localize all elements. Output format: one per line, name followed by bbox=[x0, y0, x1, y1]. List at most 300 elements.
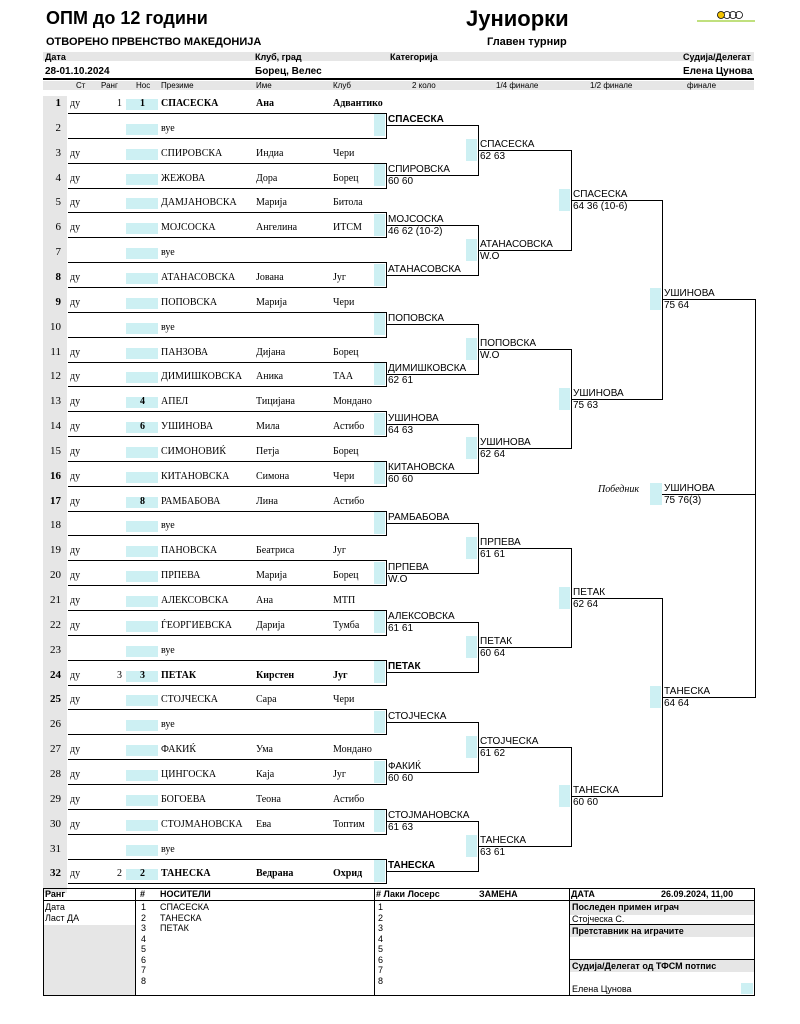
row-number: 18 bbox=[50, 519, 61, 532]
result-cell bbox=[374, 313, 385, 335]
qf-name: СПАСЕСКА bbox=[480, 139, 535, 151]
row-number: 13 bbox=[50, 395, 61, 408]
player-surname: СИМОНОВИЌ bbox=[161, 445, 227, 457]
seed-cell bbox=[126, 820, 158, 831]
round2-name: ПОПОВСКА bbox=[388, 313, 444, 325]
row-number: 8 bbox=[55, 270, 61, 283]
referee-sign-label: Судија/Делегат од ТФСМ потпис bbox=[572, 961, 717, 971]
sf-name: УШИНОВА bbox=[573, 387, 624, 399]
footer-rank: Ранг bbox=[45, 889, 66, 899]
result-cell bbox=[650, 288, 661, 310]
seed-cell bbox=[126, 596, 158, 607]
player-club: Чери bbox=[333, 147, 355, 159]
qf-score: 63 61 bbox=[480, 847, 506, 859]
seed-cell bbox=[126, 472, 158, 483]
result-cell bbox=[374, 363, 385, 385]
col-surname: Презиме bbox=[161, 81, 194, 90]
winner-name: УШИНОВА bbox=[664, 483, 715, 494]
result-cell bbox=[466, 736, 477, 758]
result-cell bbox=[374, 214, 385, 236]
sf-score: 60 60 bbox=[573, 797, 599, 809]
player-club: Југ bbox=[333, 545, 346, 557]
player-club: Борец bbox=[333, 346, 359, 358]
row-number: 5 bbox=[55, 196, 61, 209]
bracket-line bbox=[68, 237, 386, 238]
player-status: ду bbox=[70, 495, 81, 507]
player-surname: СПАСЕСКА bbox=[161, 98, 219, 109]
footer-last-da: Ласт ДА bbox=[45, 913, 80, 923]
col-seed: Нос bbox=[136, 81, 151, 90]
player-status: ду bbox=[70, 818, 81, 830]
result-cell bbox=[374, 462, 385, 484]
player-club: Астибо bbox=[333, 421, 365, 433]
player-status: ду bbox=[70, 545, 81, 557]
row-number: 20 bbox=[50, 569, 61, 582]
referee-label: Судија/Делегат bbox=[683, 52, 751, 62]
player-surname: ПАНЗОВА bbox=[161, 346, 209, 358]
row-number: 4 bbox=[55, 171, 61, 184]
event-date: 28-01.10.2024 bbox=[45, 66, 110, 77]
seed-cell bbox=[126, 571, 158, 582]
qf-name: ТАНЕСКА bbox=[480, 835, 527, 847]
seed-number: 8 bbox=[141, 975, 147, 986]
round2-score: 61 61 bbox=[388, 623, 414, 635]
result-cell bbox=[466, 835, 477, 857]
result-cell bbox=[374, 711, 385, 733]
championship-name: ОТВОРЕНО ПРВЕНСТВО МАКЕДОНИЈА bbox=[46, 36, 262, 48]
player-name: Дарија bbox=[256, 619, 285, 631]
seed-cell bbox=[126, 372, 158, 383]
player-status: ду bbox=[70, 744, 81, 756]
bracket-line bbox=[68, 610, 386, 611]
player-name: Ева bbox=[256, 818, 272, 830]
qf-score: W.O bbox=[480, 350, 500, 362]
player-club: Чери bbox=[333, 694, 355, 706]
winner-score: 75 76(3) bbox=[664, 495, 702, 506]
result-cell bbox=[559, 189, 570, 211]
result-cell bbox=[650, 686, 661, 708]
seed-cell bbox=[126, 198, 158, 209]
player-club: Борец bbox=[333, 570, 359, 582]
player-club: Чери bbox=[333, 296, 355, 308]
bracket-line bbox=[68, 262, 386, 263]
bracket-line bbox=[387, 722, 478, 723]
bracket-line bbox=[68, 535, 386, 536]
final-score: 64 64 bbox=[664, 697, 690, 709]
player-surname: ПОПОВСКА bbox=[161, 296, 218, 308]
lucky-loser-number: 7 bbox=[378, 965, 384, 975]
player-surname: вуе bbox=[161, 719, 175, 731]
row-number: 23 bbox=[50, 643, 61, 656]
bracket-line bbox=[68, 585, 386, 586]
player-status: ду bbox=[70, 595, 81, 606]
referee-name: Елена Цунова bbox=[683, 66, 753, 77]
bracket-line bbox=[68, 163, 386, 164]
result-cell bbox=[559, 388, 570, 410]
player-surname: АПЕЛ bbox=[161, 396, 189, 408]
seed-cell bbox=[126, 845, 158, 856]
round2-name: РАМБАБОВА bbox=[388, 512, 450, 524]
sf-score: 62 64 bbox=[573, 598, 599, 610]
player-seed: 1 bbox=[140, 98, 145, 109]
player-status: ду bbox=[70, 793, 81, 805]
player-club: Топтим bbox=[333, 818, 365, 830]
row-number: 24 bbox=[50, 668, 61, 681]
row-number: 22 bbox=[50, 618, 61, 631]
result-cell bbox=[374, 761, 385, 783]
venue: Борец, Велес bbox=[255, 66, 322, 77]
bracket-line bbox=[68, 635, 386, 636]
player-seed: 3 bbox=[140, 669, 145, 681]
row-number: 28 bbox=[50, 767, 61, 780]
player-club: Мондано bbox=[333, 744, 372, 756]
seed-number: 2 bbox=[141, 912, 147, 923]
page-title: ОПМ до 12 години bbox=[46, 8, 208, 28]
player-club: Тумба bbox=[333, 619, 360, 631]
player-surname: вуе bbox=[161, 321, 175, 333]
sf-score: 75 63 bbox=[573, 399, 599, 411]
footer-hash: # bbox=[140, 889, 146, 899]
result-cell bbox=[374, 611, 385, 633]
player-surname: ТАНЕСКА bbox=[161, 868, 211, 880]
seed-name: ТАНЕСКА bbox=[160, 912, 202, 923]
date-label: Дата bbox=[45, 52, 66, 62]
seed-cell bbox=[126, 223, 158, 234]
col-name: Име bbox=[256, 81, 272, 90]
player-status: ду bbox=[70, 570, 81, 582]
round2-score: 64 63 bbox=[388, 424, 414, 436]
referee-sign-name: Елена Цунова bbox=[572, 984, 632, 994]
last-accepted-label: Последен примен играч bbox=[572, 902, 679, 912]
seed-cell bbox=[126, 745, 158, 756]
seed-number: 7 bbox=[141, 965, 147, 975]
row-number: 3 bbox=[55, 146, 61, 159]
round2-name: КИТАНОВСКА bbox=[388, 462, 455, 474]
round2-name: СПИРОВСКА bbox=[388, 164, 450, 176]
lucky-loser-number: 5 bbox=[378, 944, 384, 954]
player-surname: ЦИНГОСКА bbox=[161, 768, 217, 780]
bracket-line bbox=[68, 113, 386, 114]
row-number: 30 bbox=[50, 817, 61, 830]
col-round2: 2 коло bbox=[412, 81, 436, 90]
player-seed: 8 bbox=[140, 495, 145, 507]
player-club: ТАА bbox=[333, 371, 354, 383]
player-name: Марија bbox=[256, 570, 287, 582]
player-club: Југ bbox=[333, 768, 346, 780]
player-surname: вуе bbox=[161, 520, 175, 532]
player-status: ду bbox=[70, 346, 81, 358]
result-cell bbox=[466, 239, 477, 261]
round2-name: МОЈСОСКА bbox=[388, 213, 444, 225]
player-name: Марија bbox=[256, 296, 287, 308]
player-name: Сара bbox=[256, 694, 277, 706]
bracket-line bbox=[68, 511, 386, 512]
player-surname: ПАНОВСКА bbox=[161, 545, 218, 557]
player-club: Чери bbox=[333, 470, 355, 482]
row-number: 2 bbox=[55, 121, 61, 134]
player-name: Теона bbox=[256, 793, 281, 805]
player-surname: ДИМИШКОВСКА bbox=[161, 371, 243, 383]
result-cell bbox=[466, 338, 477, 360]
col-st: Ст bbox=[76, 81, 86, 90]
club-city-label: Клуб, град bbox=[255, 52, 302, 62]
lucky-loser-number: 4 bbox=[378, 933, 384, 944]
result-cell bbox=[374, 661, 385, 683]
seed-cell bbox=[126, 273, 158, 284]
lucky-losers-title: # Лаки Лосерс bbox=[376, 889, 440, 899]
sf-name: ТАНЕСКА bbox=[573, 785, 620, 797]
seed-cell bbox=[126, 521, 158, 532]
qf-score: 62 63 bbox=[480, 151, 506, 163]
player-status: ду bbox=[70, 694, 81, 706]
row-number: 7 bbox=[55, 246, 61, 259]
round2-name: АТАНАСОВСКА bbox=[388, 263, 461, 275]
seed-number: 4 bbox=[141, 933, 147, 944]
player-surname: СТОЈЧЕСКА bbox=[161, 694, 218, 706]
result-cell bbox=[374, 264, 385, 286]
bracket-line bbox=[68, 337, 386, 338]
qf-name: ПОПОВСКА bbox=[480, 338, 536, 350]
round2-score: 60 60 bbox=[388, 474, 414, 486]
seed-number: 1 bbox=[141, 902, 147, 912]
player-name: Тицијана bbox=[256, 396, 295, 408]
result-cell bbox=[374, 860, 385, 882]
bracket-line bbox=[68, 560, 386, 561]
qf-name: ПЕТАК bbox=[480, 636, 513, 648]
player-status: ду bbox=[70, 619, 81, 631]
player-surname: ЃЕОРГИЕВСКА bbox=[161, 619, 233, 631]
col-final: финале bbox=[687, 81, 717, 90]
row-number: 25 bbox=[50, 693, 61, 706]
player-seed: 2 bbox=[140, 868, 145, 880]
seed-cell bbox=[126, 149, 158, 160]
footer-date-value: 26.09.2024, 11,00 bbox=[661, 889, 734, 899]
player-rank: 1 bbox=[117, 98, 122, 109]
player-rank: 3 bbox=[117, 669, 122, 681]
round2-name: ФАКИЌ bbox=[388, 760, 421, 772]
bracket-line bbox=[68, 212, 386, 213]
bracket-line bbox=[68, 362, 386, 363]
player-name: Симона bbox=[256, 470, 290, 482]
player-club: Мондано bbox=[333, 396, 372, 408]
player-name: Ангелина bbox=[256, 222, 298, 234]
row-number: 21 bbox=[50, 594, 61, 606]
row-number: 15 bbox=[50, 444, 61, 457]
round2-score: 61 63 bbox=[388, 822, 414, 834]
player-surname: ФАКИЌ bbox=[161, 744, 197, 756]
lucky-loser-number: 1 bbox=[378, 902, 384, 912]
seed-cell bbox=[126, 621, 158, 632]
seed-cell bbox=[126, 323, 158, 334]
seed-cell bbox=[126, 248, 158, 259]
player-name: Дора bbox=[256, 172, 278, 184]
seed-name: ПЕТАК bbox=[160, 923, 189, 933]
bracket-line bbox=[68, 312, 386, 313]
bracket-line bbox=[68, 188, 386, 189]
player-club: Адвантико bbox=[333, 98, 383, 109]
row-number: 17 bbox=[50, 494, 61, 507]
qf-score: 62 64 bbox=[480, 449, 506, 461]
player-surname: СПИРОВСКА bbox=[161, 147, 223, 159]
seed-cell bbox=[126, 546, 158, 557]
seed-cell bbox=[126, 720, 158, 731]
row-number: 6 bbox=[55, 221, 61, 234]
seed-cell bbox=[126, 447, 158, 458]
lucky-loser-number: 6 bbox=[378, 954, 384, 965]
player-surname: вуе bbox=[161, 843, 175, 855]
player-surname: УШИНОВА bbox=[161, 421, 214, 433]
seed-number: 6 bbox=[141, 954, 147, 965]
bracket-line bbox=[68, 411, 386, 412]
player-status: ду bbox=[70, 669, 81, 681]
row-number: 31 bbox=[50, 842, 61, 855]
player-club: Југ bbox=[333, 271, 346, 283]
round2-name: СПАСЕСКА bbox=[388, 114, 444, 126]
qf-score: 61 61 bbox=[480, 548, 506, 560]
player-name: Кирстен bbox=[256, 669, 295, 681]
bracket-line bbox=[387, 523, 478, 524]
bracket-line bbox=[68, 287, 386, 288]
round2-name: УШИНОВА bbox=[388, 412, 439, 424]
round2-score: 46 62 (10-2) bbox=[388, 225, 443, 237]
player-club: Охрид bbox=[333, 868, 363, 880]
seed-cell bbox=[126, 298, 158, 309]
sf-name: СПАСЕСКА bbox=[573, 188, 628, 200]
seed-cell bbox=[126, 695, 158, 706]
round2-score: W.O bbox=[388, 573, 408, 585]
col-rank: Ранг bbox=[101, 81, 118, 90]
bracket-line bbox=[387, 275, 478, 276]
player-surname: вуе bbox=[161, 122, 175, 134]
row-number: 11 bbox=[50, 345, 61, 358]
player-seed: 4 bbox=[140, 396, 145, 408]
player-name: Беатриса bbox=[256, 545, 295, 557]
player-name: Лина bbox=[256, 495, 278, 507]
round2-name: АЛЕКСОВСКА bbox=[388, 611, 455, 623]
player-name: Ана bbox=[256, 595, 274, 606]
lucky-loser-number: 3 bbox=[378, 923, 384, 933]
sf-name: ПЕТАК bbox=[573, 586, 606, 598]
bracket-line bbox=[68, 486, 386, 487]
player-name: Индиа bbox=[256, 147, 284, 159]
row-number: 32 bbox=[50, 867, 61, 880]
round2-score: 62 61 bbox=[388, 374, 414, 386]
player-status: ду bbox=[70, 421, 81, 433]
bracket-line bbox=[68, 709, 386, 710]
player-seed: 6 bbox=[140, 421, 145, 433]
final-score: 75 64 bbox=[664, 300, 690, 312]
round2-score: 60 60 bbox=[388, 176, 414, 188]
footer-date: Дата bbox=[45, 902, 65, 912]
player-status: ду bbox=[70, 222, 81, 234]
row-number: 10 bbox=[50, 320, 61, 333]
row-number: 12 bbox=[50, 370, 61, 383]
result-cell bbox=[559, 587, 570, 609]
player-status: ду bbox=[70, 197, 81, 209]
result-cell bbox=[374, 512, 385, 534]
row-number: 19 bbox=[50, 544, 61, 557]
player-surname: КИТАНОВСКА bbox=[161, 470, 230, 482]
seed-name: СПАСЕСКА bbox=[160, 902, 210, 912]
qf-score: 60 64 bbox=[480, 648, 506, 660]
player-name: Дијана bbox=[256, 346, 286, 358]
seed-cell bbox=[126, 770, 158, 781]
player-club: Астибо bbox=[333, 495, 365, 507]
player-surname: СТОЈМАНОВСКА bbox=[161, 818, 243, 830]
last-accepted-value: Стојческа С. bbox=[572, 914, 625, 924]
qf-score: W.O bbox=[480, 250, 500, 262]
player-surname: ПРПЕВА bbox=[161, 570, 201, 582]
qf-name: СТОЈЧЕСКА bbox=[480, 735, 539, 747]
row-number: 14 bbox=[50, 420, 61, 433]
bracket-line bbox=[68, 809, 386, 810]
round2-name: ПЕТАК bbox=[388, 661, 421, 673]
player-name: Петја bbox=[256, 445, 280, 457]
player-name: Каја bbox=[256, 768, 275, 780]
round2-name: ПРПЕВА bbox=[388, 561, 429, 573]
event-title: Јуниорки bbox=[466, 6, 569, 31]
qf-name: ПРПЕВА bbox=[480, 536, 521, 548]
players-rep-label: Претставник на играчите bbox=[572, 926, 684, 936]
round2-name: СТОЈМАНОВСКА bbox=[388, 810, 470, 822]
player-status: ду bbox=[70, 271, 81, 283]
player-surname: МОЈСОСКА bbox=[161, 222, 216, 234]
replacement-title: ЗАМЕНА bbox=[479, 889, 518, 899]
result-cell bbox=[374, 810, 385, 832]
result-cell bbox=[466, 636, 477, 658]
seeds-title: НОСИТЕЛИ bbox=[160, 889, 211, 899]
player-status: ду bbox=[70, 470, 81, 482]
bracket-line bbox=[68, 759, 386, 760]
player-rank: 2 bbox=[117, 868, 122, 880]
player-name: Мила bbox=[256, 421, 280, 433]
seed-cell bbox=[126, 124, 158, 135]
bracket-line bbox=[68, 685, 386, 686]
player-name: Ведрана bbox=[256, 868, 294, 880]
player-status: ду bbox=[70, 147, 81, 159]
lucky-loser-number: 8 bbox=[378, 975, 384, 986]
bracket-line bbox=[387, 125, 478, 126]
result-cell bbox=[374, 164, 385, 186]
result-cell bbox=[466, 537, 477, 559]
player-name: Аника bbox=[256, 371, 284, 383]
player-surname: вуе bbox=[161, 644, 175, 656]
row-number: 16 bbox=[50, 469, 61, 482]
player-surname: РАМБАБОВА bbox=[161, 495, 221, 507]
player-status: ду bbox=[70, 296, 81, 308]
result-cell bbox=[374, 413, 385, 435]
player-club: Битола bbox=[333, 197, 363, 209]
row-number: 27 bbox=[50, 743, 61, 756]
player-name: Ума bbox=[256, 744, 273, 756]
qf-score: 61 62 bbox=[480, 747, 506, 759]
bracket-line bbox=[68, 138, 386, 139]
bracket-line bbox=[68, 660, 386, 661]
player-club: Југ bbox=[333, 669, 348, 681]
player-surname: ДАМЈАНОВСКА bbox=[161, 197, 237, 209]
player-surname: АЛЕКСОВСКА bbox=[161, 595, 229, 606]
category-label: Категорија bbox=[390, 52, 438, 62]
result-cell bbox=[466, 437, 477, 459]
federation-logo bbox=[697, 10, 755, 22]
player-name: Марија bbox=[256, 197, 287, 209]
bracket-line bbox=[68, 883, 386, 884]
player-club: Астибо bbox=[333, 793, 365, 805]
bracket-line bbox=[387, 672, 478, 673]
lucky-loser-number: 2 bbox=[378, 912, 384, 923]
qf-name: АТАНАСОВСКА bbox=[480, 238, 553, 250]
player-surname: АТАНАСОВСКА bbox=[161, 271, 236, 283]
